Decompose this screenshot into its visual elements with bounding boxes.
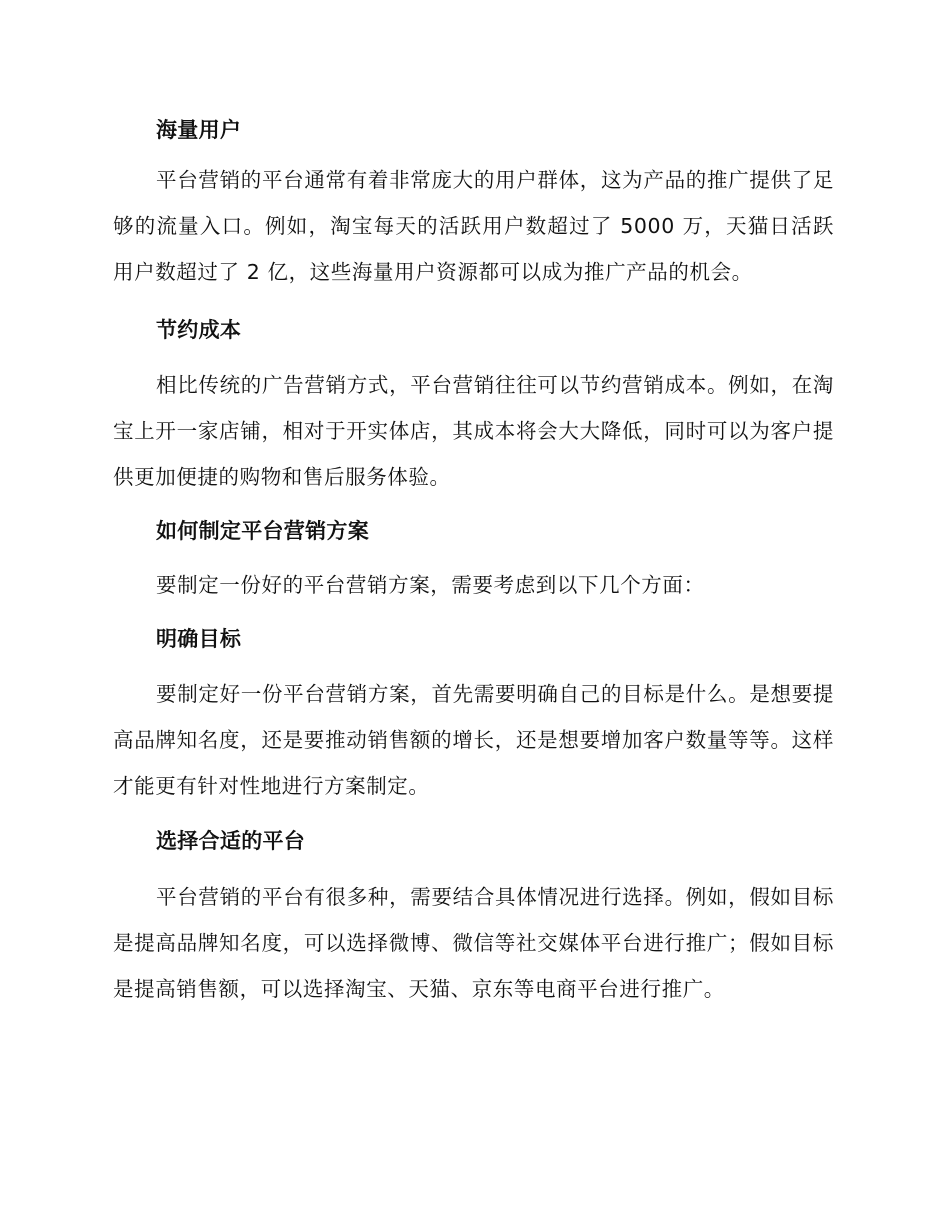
- section-heading-choose-platform: 选择合适的平台: [156, 829, 306, 853]
- section-heading-cost-saving: 节约成本: [156, 318, 242, 342]
- section-heading-how-to-plan: 如何制定平台营销方案: [156, 519, 369, 543]
- section-paragraph-massive-users: 平台营销的平台通常有着非常庞大的用户群体，这为产品的推广提供了足够的流量入口。例如，淘宝每天的活跃用户数超过了 5000 万，天猫日活跃用户数超过了 2 亿，这些海量用户资源都可以成为推广产品的机会。: [113, 168, 834, 284]
- section-paragraph-cost-saving: 相比传统的广告营销方式，平台营销往往可以节约营销成本。例如，在淘宝上开一家店铺，相对于开实体店，其成本将会大大降低，同时可以为客户提供更加便捷的购物和售后服务体验。: [113, 373, 834, 489]
- section-paragraph-how-to-plan: 要制定一份好的平台营销方案，需要考虑到以下几个方面：: [156, 573, 705, 597]
- section-paragraph-choose-platform: 平台营销的平台有很多种，需要结合具体情况进行选择。例如，假如目标是提高品牌知名度，可以选择微博、微信等社交媒体平台进行推广；假如目标是提高销售额，可以选择淘宝、天猫、京东等电商平台进行推广。: [113, 885, 834, 1001]
- section-paragraph-clear-goal: 要制定好一份平台营销方案，首先需要明确自己的目标是什么。是想要提高品牌知名度，还是要推动销售额的增长，还是想要增加客户数量等等。这样才能更有针对性地进行方案制定。: [113, 682, 834, 798]
- section-heading-massive-users: 海量用户: [156, 118, 242, 142]
- section-heading-clear-goal: 明确目标: [156, 627, 242, 651]
